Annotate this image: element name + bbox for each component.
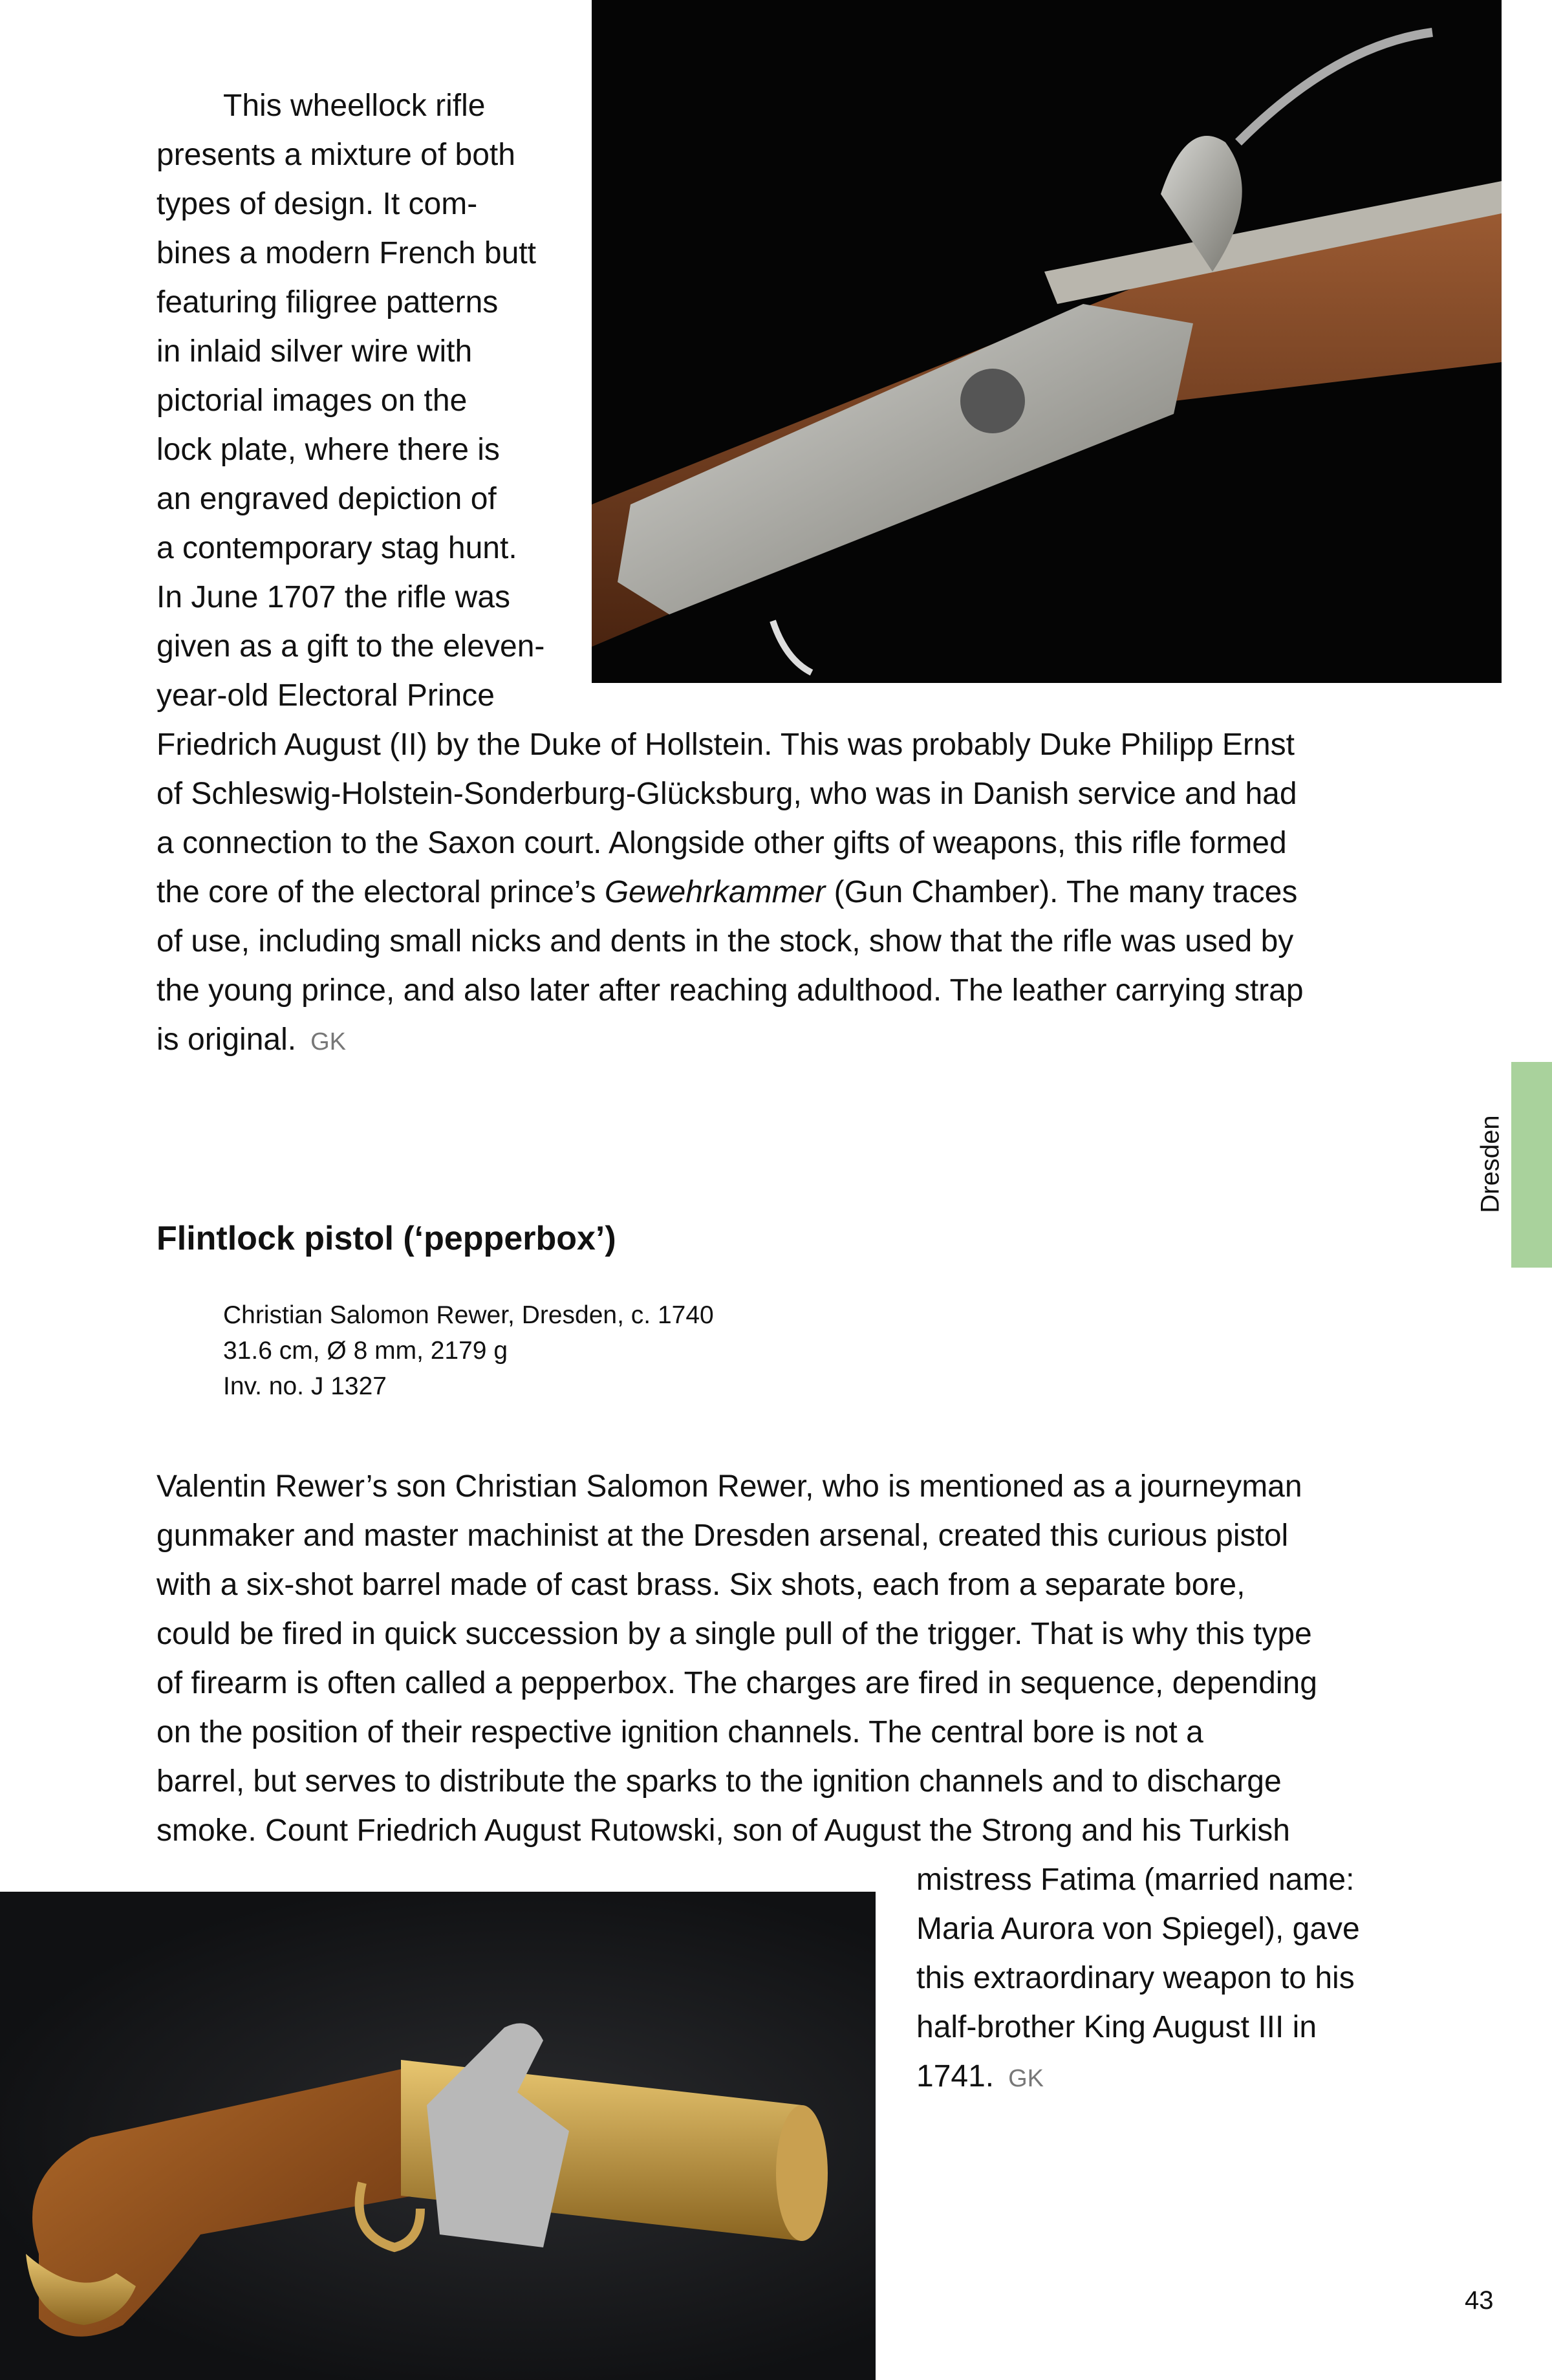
- body-line: pictorial images on the: [156, 384, 468, 418]
- section-tab: [1511, 1062, 1552, 1268]
- wheellock-rifle-photo: [592, 0, 1502, 683]
- body-line: in inlaid silver wire with: [156, 334, 473, 369]
- body-line: a contemporary stag hunt.: [156, 531, 517, 565]
- object-dimensions: 31.6 cm, Ø 8 mm, 2179 g: [223, 1337, 508, 1365]
- body-line: with a six-shot barrel made of cast brass. Six shots, each from a separate bore,: [156, 1568, 1245, 1602]
- body-line: half-brother King August III in: [916, 2010, 1317, 2044]
- italic-term: Gewehrkammer: [604, 875, 826, 909]
- body-line: an engraved depiction of: [156, 482, 497, 516]
- body-line: this extraordinary weapon to his: [916, 1961, 1355, 1995]
- object-title: Flintlock pistol (‘pepperbox’): [156, 1220, 616, 1257]
- body-line: [156, 868, 1297, 917]
- body-line: gunmaker and master machinist at the Dresden arsenal, created this curious pistol: [156, 1519, 1289, 1553]
- body-line: Valentin Rewer’s son Christian Salomon Rewer, who is mentioned as a journeyman: [156, 1469, 1302, 1504]
- body-line: bines a modern French butt: [156, 236, 536, 270]
- body-line: Friedrich August (II) by the Duke of Hollstein. This was probably Duke Philipp Ernst: [156, 728, 1295, 762]
- body-line: given as a gift to the eleven-: [156, 629, 545, 664]
- body-line: the young prince, and also later after reaching adulthood. The leather carrying strap: [156, 973, 1304, 1008]
- body-line: barrel, but serves to distribute the sparks to the ignition channels and to discharge: [156, 1764, 1282, 1799]
- body-line: smoke. Count Friedrich August Rutowski, son of August the Strong and his Turkish: [156, 1813, 1290, 1848]
- body-line: This wheellock rifle: [223, 89, 486, 123]
- body-line: mistress Fatima (married name:: [916, 1863, 1355, 1897]
- page-number: 43: [1465, 2286, 1494, 2315]
- body-line: a connection to the Saxon court. Alongside other gifts of weapons, this rifle formed: [156, 826, 1287, 860]
- body-line: of Schleswig-Holstein-Sonderburg-Glücksburg, who was in Danish service and had: [156, 777, 1297, 811]
- body-text: the core of the electoral prince’s: [156, 875, 605, 909]
- object-maker: Christian Salomon Rewer, Dresden, c. 1740: [223, 1301, 714, 1329]
- body-line: featuring filigree patterns: [156, 285, 499, 319]
- body-line: year-old Electoral Prince: [156, 678, 495, 713]
- body-text: (Gun Chamber). The many traces: [825, 875, 1298, 909]
- body-line: In June 1707 the rifle was: [156, 580, 511, 614]
- section-tab-label: Dresden: [1476, 1115, 1505, 1213]
- body-line: of firearm is often called a pepperbox. The charges are fired in sequence, depending: [156, 1666, 1317, 1700]
- body-line: presents a mixture of both: [156, 138, 515, 172]
- body-line: types of design. It com-: [156, 187, 478, 221]
- body-line: of use, including small nicks and dents in the stock, show that the rifle was used by: [156, 924, 1294, 958]
- body-line: could be fired in quick succession by a single pull of the trigger. That is why this type: [156, 1617, 1312, 1651]
- body-text: is original.: [156, 1022, 297, 1057]
- author-initials: GK: [1008, 2065, 1044, 2092]
- object-inventory-number: Inv. no. J 1327: [223, 1372, 387, 1400]
- pepperbox-pistol-photo: [0, 1892, 876, 2380]
- body-line: [916, 2052, 1044, 2101]
- body-line: [156, 1015, 346, 1065]
- body-line: Maria Aurora von Spiegel), gave: [916, 1912, 1360, 1946]
- author-initials: GK: [310, 1028, 346, 1055]
- body-line: lock plate, where there is: [156, 433, 500, 467]
- body-text: 1741.: [916, 2059, 995, 2093]
- body-line: on the position of their respective ignition channels. The central bore is not a: [156, 1715, 1203, 1749]
